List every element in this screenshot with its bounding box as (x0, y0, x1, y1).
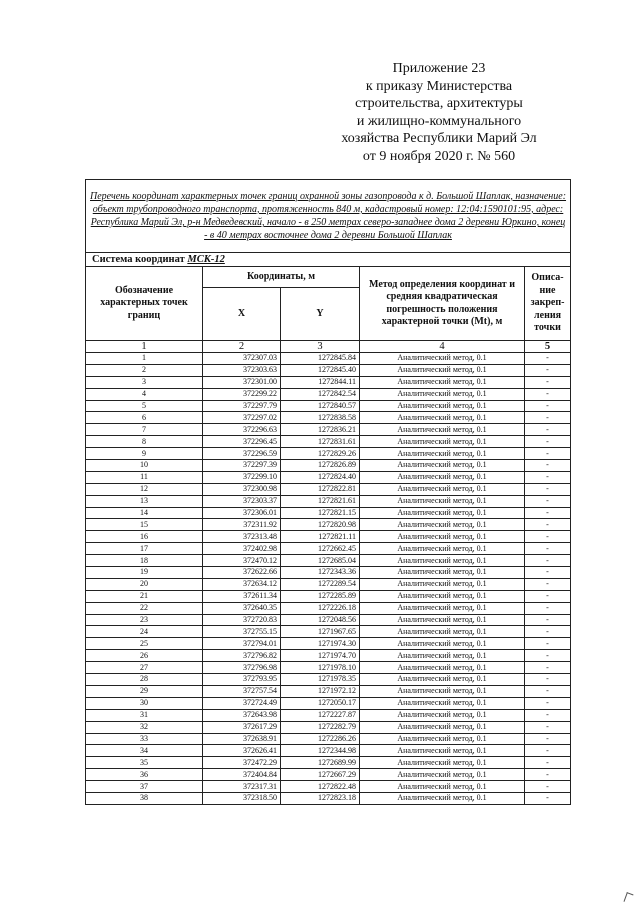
method-cell: Аналитический метод, 0.1 (360, 626, 525, 638)
description-cell: - (525, 364, 571, 376)
column-number: 1 (86, 341, 203, 353)
description-cell: - (525, 543, 571, 555)
point-number: 38 (86, 792, 203, 804)
coord-x: 372724.49 (203, 697, 281, 709)
coord-y: 1272689.99 (281, 757, 360, 769)
table-row (86, 578, 571, 590)
description-cell: - (525, 555, 571, 567)
point-number: 1 (86, 353, 203, 365)
point-number: 32 (86, 721, 203, 733)
point-number: 31 (86, 709, 203, 721)
coord-x: 372643.98 (203, 709, 281, 721)
method-cell: Аналитический метод, 0.1 (360, 781, 525, 793)
header-coordinates: Координаты, м (203, 267, 360, 288)
coordinates-table (85, 179, 571, 805)
method-cell: Аналитический метод, 0.1 (360, 543, 525, 555)
coord-x: 372297.79 (203, 400, 281, 412)
table-row (86, 757, 571, 769)
coord-y: 1272826.89 (281, 460, 360, 472)
description-cell: - (525, 590, 571, 602)
scan-mark (624, 892, 634, 904)
table-row (86, 650, 571, 662)
point-number: 37 (86, 781, 203, 793)
table-row (86, 674, 571, 686)
table-row (86, 388, 571, 400)
table-row (86, 519, 571, 531)
method-cell: Аналитический метод, 0.1 (360, 769, 525, 781)
coord-y: 1272821.61 (281, 495, 360, 507)
table-row (86, 436, 571, 448)
coord-x: 372472.29 (203, 757, 281, 769)
coord-x: 372757.54 (203, 685, 281, 697)
coordinate-system (86, 253, 571, 267)
description-cell: - (525, 412, 571, 424)
point-number: 35 (86, 757, 203, 769)
coord-x: 372638.91 (203, 733, 281, 745)
description-cell: - (525, 495, 571, 507)
point-number: 17 (86, 543, 203, 555)
description-cell: - (525, 721, 571, 733)
coord-y: 1272838.58 (281, 412, 360, 424)
coord-x: 372296.63 (203, 424, 281, 436)
coord-x: 372311.92 (203, 519, 281, 531)
coord-y: 1272662.45 (281, 543, 360, 555)
table-title: Перечень координат характерных точек границ охранной зоны газопровода к д. Большой Шаплак, назначение: объект трубопроводного транспорта, протяженность 840 м, кадастровый номер: 12:04:1590101:95, адрес: Республика Марий Эл, р-н Медведевский, начало - в 250 метрах северо-западнее дома 2 деревни Юркино, конец - в 40 метрах восточнее дома 2 деревни Большой Шаплак (86, 180, 571, 253)
coord-y: 1271967.65 (281, 626, 360, 638)
table-row (86, 733, 571, 745)
coord-x: 372306.01 (203, 507, 281, 519)
description-cell: - (525, 685, 571, 697)
coord-y: 1271974.70 (281, 650, 360, 662)
method-cell: Аналитический метод, 0.1 (360, 400, 525, 412)
point-number: 12 (86, 483, 203, 495)
coord-y: 1271972.12 (281, 685, 360, 697)
coord-x: 372796.98 (203, 662, 281, 674)
table-row (86, 507, 571, 519)
table-row (86, 769, 571, 781)
table-row (86, 662, 571, 674)
table-row (86, 471, 571, 483)
coord-y: 1272845.40 (281, 364, 360, 376)
method-cell: Аналитический метод, 0.1 (360, 685, 525, 697)
method-cell: Аналитический метод, 0.1 (360, 757, 525, 769)
description-cell: - (525, 531, 571, 543)
header-x: X (203, 288, 281, 341)
coord-x: 372297.02 (203, 412, 281, 424)
method-cell: Аналитический метод, 0.1 (360, 745, 525, 757)
description-cell: - (525, 400, 571, 412)
header-method: Метод определения координат и средняя квадратическая погрешность положения характерной точки (Mt), м (360, 267, 525, 341)
description-cell: - (525, 471, 571, 483)
coord-y: 1272842.54 (281, 388, 360, 400)
appendix-line: к приказу Министерства (365, 78, 513, 94)
coord-x: 372634.12 (203, 578, 281, 590)
description-cell: - (525, 662, 571, 674)
coord-y: 1272840.57 (281, 400, 360, 412)
coord-x: 372794.01 (203, 638, 281, 650)
column-number: 5 (525, 341, 571, 353)
description-cell: - (525, 567, 571, 579)
coord-y: 1272844.11 (281, 376, 360, 388)
description-cell: - (525, 769, 571, 781)
table-row (86, 448, 571, 460)
table-row (86, 590, 571, 602)
table-row (86, 364, 571, 376)
point-number: 29 (86, 685, 203, 697)
method-cell: Аналитический метод, 0.1 (360, 436, 525, 448)
table-row (86, 531, 571, 543)
method-cell: Аналитический метод, 0.1 (360, 364, 525, 376)
method-cell: Аналитический метод, 0.1 (360, 697, 525, 709)
coord-y: 1271978.35 (281, 674, 360, 686)
method-cell: Аналитический метод, 0.1 (360, 602, 525, 614)
coord-y: 1272836.21 (281, 424, 360, 436)
method-cell: Аналитический метод, 0.1 (360, 507, 525, 519)
coord-y: 1271974.30 (281, 638, 360, 650)
description-cell: - (525, 781, 571, 793)
description-cell: - (525, 578, 571, 590)
coord-x: 372626.41 (203, 745, 281, 757)
point-number: 7 (86, 424, 203, 436)
description-cell: - (525, 650, 571, 662)
point-number: 24 (86, 626, 203, 638)
appendix-header (250, 60, 628, 165)
point-number: 23 (86, 614, 203, 626)
coord-y: 1272285.89 (281, 590, 360, 602)
point-number: 2 (86, 364, 203, 376)
coord-y: 1272821.11 (281, 531, 360, 543)
point-number: 3 (86, 376, 203, 388)
table-row (86, 614, 571, 626)
coord-y: 1272822.81 (281, 483, 360, 495)
method-cell: Аналитический метод, 0.1 (360, 460, 525, 472)
coord-x: 372299.10 (203, 471, 281, 483)
method-cell: Аналитический метод, 0.1 (360, 792, 525, 804)
coord-y: 1272226.18 (281, 602, 360, 614)
description-cell: - (525, 460, 571, 472)
method-cell: Аналитический метод, 0.1 (360, 590, 525, 602)
appendix-line: от 9 ноября 2020 г. № 560 (362, 148, 516, 164)
table-row (86, 412, 571, 424)
method-cell: Аналитический метод, 0.1 (360, 483, 525, 495)
description-cell: - (525, 745, 571, 757)
table-row (86, 745, 571, 757)
description-cell: - (525, 507, 571, 519)
description-cell: - (525, 697, 571, 709)
coord-y: 1272822.48 (281, 781, 360, 793)
coord-y: 1272829.26 (281, 448, 360, 460)
description-cell: - (525, 674, 571, 686)
coord-y: 1272824.40 (281, 471, 360, 483)
coord-y: 1272286.26 (281, 733, 360, 745)
description-cell: - (525, 626, 571, 638)
point-number: 8 (86, 436, 203, 448)
coord-x: 372296.59 (203, 448, 281, 460)
column-number: 2 (203, 341, 281, 353)
coord-x: 372299.22 (203, 388, 281, 400)
method-cell: Аналитический метод, 0.1 (360, 471, 525, 483)
method-cell: Аналитический метод, 0.1 (360, 567, 525, 579)
coord-x: 372470.12 (203, 555, 281, 567)
table-row (86, 697, 571, 709)
method-cell: Аналитический метод, 0.1 (360, 495, 525, 507)
point-number: 34 (86, 745, 203, 757)
coord-x: 372793.95 (203, 674, 281, 686)
coord-x: 372318.50 (203, 792, 281, 804)
description-cell: - (525, 483, 571, 495)
point-number: 10 (86, 460, 203, 472)
table-row (86, 543, 571, 555)
coord-y: 1272831.61 (281, 436, 360, 448)
method-cell: Аналитический метод, 0.1 (360, 638, 525, 650)
description-cell: - (525, 757, 571, 769)
method-cell: Аналитический метод, 0.1 (360, 614, 525, 626)
column-numbers-row (86, 341, 571, 353)
coord-y: 1272820.98 (281, 519, 360, 531)
coord-x: 372297.39 (203, 460, 281, 472)
method-cell: Аналитический метод, 0.1 (360, 353, 525, 365)
table-row (86, 400, 571, 412)
method-cell: Аналитический метод, 0.1 (360, 519, 525, 531)
table-row (86, 638, 571, 650)
header-y: Y (281, 288, 360, 341)
coord-y: 1272344.98 (281, 745, 360, 757)
coord-y: 1272845.84 (281, 353, 360, 365)
point-number: 13 (86, 495, 203, 507)
method-cell: Аналитический метод, 0.1 (360, 424, 525, 436)
table-row (86, 376, 571, 388)
table-body (86, 353, 571, 805)
table-row (86, 721, 571, 733)
coord-y: 1272227.87 (281, 709, 360, 721)
point-number: 27 (86, 662, 203, 674)
point-number: 22 (86, 602, 203, 614)
coord-x: 372313.48 (203, 531, 281, 543)
coord-x: 372796.82 (203, 650, 281, 662)
description-cell: - (525, 353, 571, 365)
table-row (86, 483, 571, 495)
point-number: 14 (86, 507, 203, 519)
coord-y: 1272823.18 (281, 792, 360, 804)
description-cell: - (525, 376, 571, 388)
coord-y: 1272343.36 (281, 567, 360, 579)
method-cell: Аналитический метод, 0.1 (360, 388, 525, 400)
table-row (86, 602, 571, 614)
method-cell: Аналитический метод, 0.1 (360, 531, 525, 543)
table-row (86, 555, 571, 567)
method-cell: Аналитический метод, 0.1 (360, 674, 525, 686)
header-designation: Обозначение характерных точек границ (86, 267, 203, 341)
coord-x: 372755.15 (203, 626, 281, 638)
point-number: 15 (86, 519, 203, 531)
table-row (86, 424, 571, 436)
table-row (86, 495, 571, 507)
coord-x: 372301.00 (203, 376, 281, 388)
method-cell: Аналитический метод, 0.1 (360, 721, 525, 733)
description-cell: - (525, 424, 571, 436)
description-cell: - (525, 733, 571, 745)
appendix-line: Приложение 23 (392, 61, 486, 76)
description-cell: - (525, 519, 571, 531)
coord-x: 372303.37 (203, 495, 281, 507)
coord-x: 372720.83 (203, 614, 281, 626)
table-row (86, 460, 571, 472)
point-number: 20 (86, 578, 203, 590)
point-number: 33 (86, 733, 203, 745)
coord-x: 372296.45 (203, 436, 281, 448)
coord-y: 1272050.17 (281, 697, 360, 709)
table-row (86, 567, 571, 579)
method-cell: Аналитический метод, 0.1 (360, 555, 525, 567)
coord-y: 1272821.15 (281, 507, 360, 519)
coord-x: 372404.84 (203, 769, 281, 781)
appendix-line: строительства, архитектуры (355, 96, 523, 111)
description-cell: - (525, 448, 571, 460)
method-cell: Аналитический метод, 0.1 (360, 662, 525, 674)
table-row (86, 353, 571, 365)
coord-y: 1272048.56 (281, 614, 360, 626)
table-row (86, 626, 571, 638)
coordinate-system-label: Система координат (92, 254, 188, 265)
method-cell: Аналитический метод, 0.1 (360, 709, 525, 721)
description-cell: - (525, 388, 571, 400)
coord-y: 1272667.29 (281, 769, 360, 781)
point-number: 6 (86, 412, 203, 424)
coord-x: 372617.29 (203, 721, 281, 733)
appendix-line: и жилищно-коммунального (356, 113, 522, 129)
point-number: 9 (86, 448, 203, 460)
method-cell: Аналитический метод, 0.1 (360, 650, 525, 662)
point-number: 19 (86, 567, 203, 579)
method-cell: Аналитический метод, 0.1 (360, 376, 525, 388)
method-cell: Аналитический метод, 0.1 (360, 448, 525, 460)
coord-x: 372622.66 (203, 567, 281, 579)
point-number: 25 (86, 638, 203, 650)
coord-x: 372303.63 (203, 364, 281, 376)
appendix-line: хозяйства Республики Марий Эл (341, 131, 537, 146)
point-number: 21 (86, 590, 203, 602)
coord-y: 1272685.04 (281, 555, 360, 567)
description-cell: - (525, 792, 571, 804)
coord-x: 372611.34 (203, 590, 281, 602)
coord-x: 372317.31 (203, 781, 281, 793)
point-number: 5 (86, 400, 203, 412)
description-cell: - (525, 436, 571, 448)
coord-x: 372640.35 (203, 602, 281, 614)
point-number: 16 (86, 531, 203, 543)
coordinate-system-value: МСК-12 (187, 254, 225, 265)
column-number: 3 (281, 341, 360, 353)
table-row (86, 781, 571, 793)
point-number: 26 (86, 650, 203, 662)
point-number: 18 (86, 555, 203, 567)
column-number: 4 (360, 341, 525, 353)
table-row (86, 792, 571, 804)
method-cell: Аналитический метод, 0.1 (360, 412, 525, 424)
header-description: Описа-ние закреп-ления точки (525, 267, 571, 341)
table-row (86, 685, 571, 697)
coord-y: 1272289.54 (281, 578, 360, 590)
description-cell: - (525, 638, 571, 650)
description-cell: - (525, 602, 571, 614)
point-number: 30 (86, 697, 203, 709)
coord-y: 1272282.79 (281, 721, 360, 733)
coord-x: 372300.98 (203, 483, 281, 495)
table-row (86, 709, 571, 721)
method-cell: Аналитический метод, 0.1 (360, 578, 525, 590)
point-number: 28 (86, 674, 203, 686)
coord-x: 372307.03 (203, 353, 281, 365)
point-number: 11 (86, 471, 203, 483)
coord-y: 1271978.10 (281, 662, 360, 674)
coord-x: 372402.98 (203, 543, 281, 555)
description-cell: - (525, 614, 571, 626)
point-number: 4 (86, 388, 203, 400)
method-cell: Аналитический метод, 0.1 (360, 733, 525, 745)
description-cell: - (525, 709, 571, 721)
point-number: 36 (86, 769, 203, 781)
